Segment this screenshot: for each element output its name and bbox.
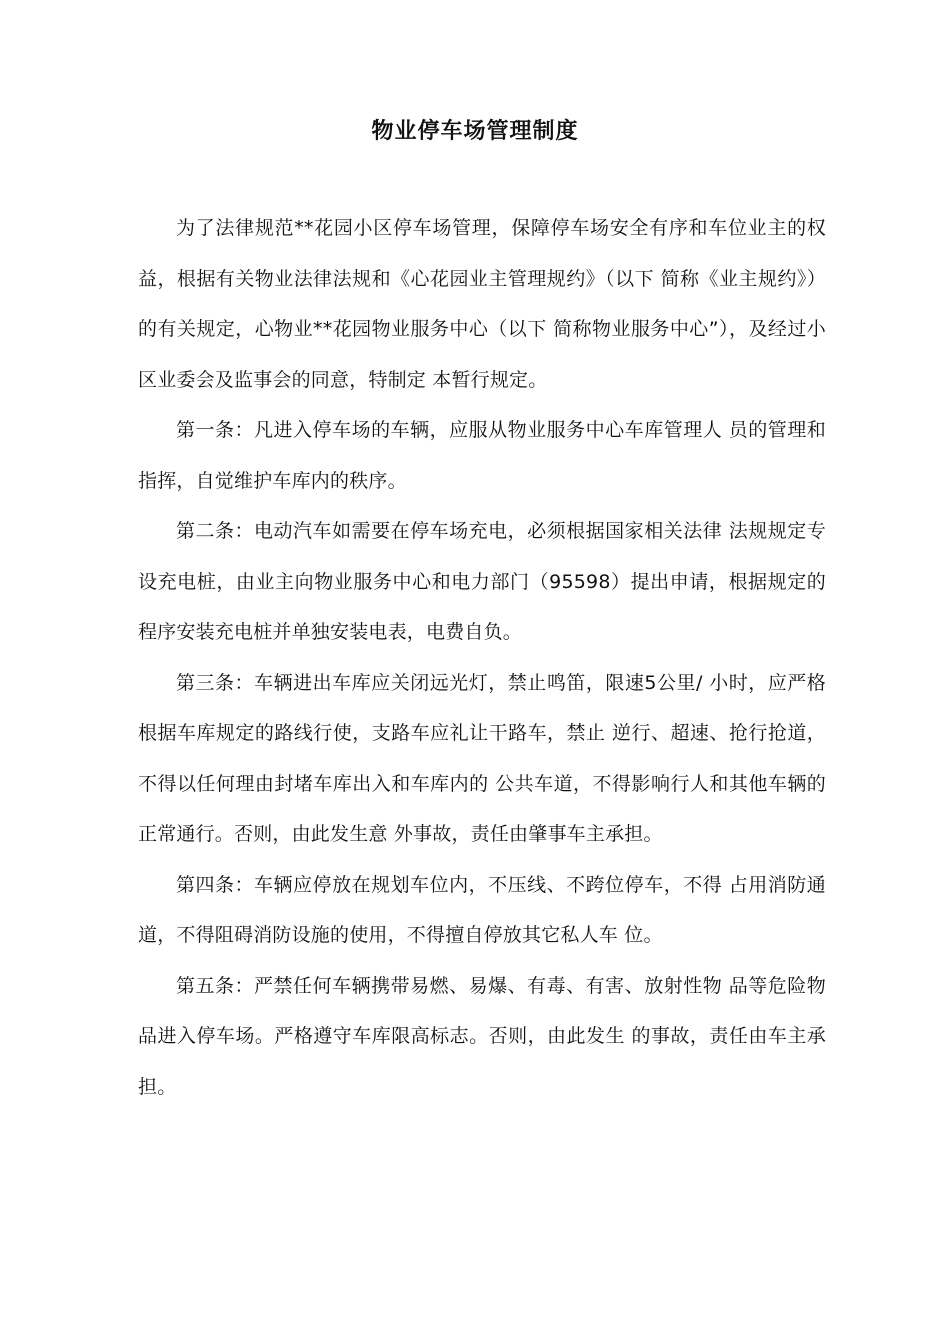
document-title: 物业停车场管理制度 [371, 119, 579, 144]
paragraph-article-4: 第四条：车辆应停放在规划车位内，不压线、不跨位停车，不得 占用消防通道，不得阻碍消防设施的使用，不得擅自停放其它私人车 位。 [138, 873, 826, 946]
document-body [138, 203, 826, 1112]
paragraph-article-2: 第二条：电动汽车如需要在停车场充电，必须根据国家相关法律 法规规定专设充电桩，由业主向物业服务中心和电力部门（95598）提出申请，根据规定的程序安装充电桩并单独安装电表，电费自负。 [138, 520, 826, 643]
paragraph-article-1: 第一条：凡进入停车场的车辆，应服从物业服务中心车库管理人 员的管理和指挥，自觉维护车库内的秩序。 [138, 419, 826, 492]
paragraph-article-5: 第五条：严禁任何车辆携带易燃、易爆、有毒、有害、放射性物 品等危险物品进入停车场。严格遵守车库限高标志。否则，由此发生 的事故，责任由车主承担。 [138, 974, 826, 1098]
paragraph-article-3: 第三条：车辆进出车库应关闭远光灯，禁止鸣笛，限速5公里/ 小时，应严格根据车库规定的路线行使，支路车应礼让干路车，禁止 逆行、超速、抢行抢道，不得以任何理由封堵车库出入和车库内的 公共车道，不得影响行人和其他车辆的正常通行。否则，由此发生意 外事故，责任由肇事车主承担。 [138, 671, 826, 845]
paragraph-intro: 为了法律规范**花园小区停车场管理，保障停车场安全有序和车位业主的权益，根据有关物业法律法规和《心花园业主管理规约》（以下 简称《业主规约》）的有关规定，心物业**花园物业服务中心（以下 简称物业服务中心”），及经过小区业委会及监事会的同意，特制定 本暂行规定。 [138, 217, 826, 391]
